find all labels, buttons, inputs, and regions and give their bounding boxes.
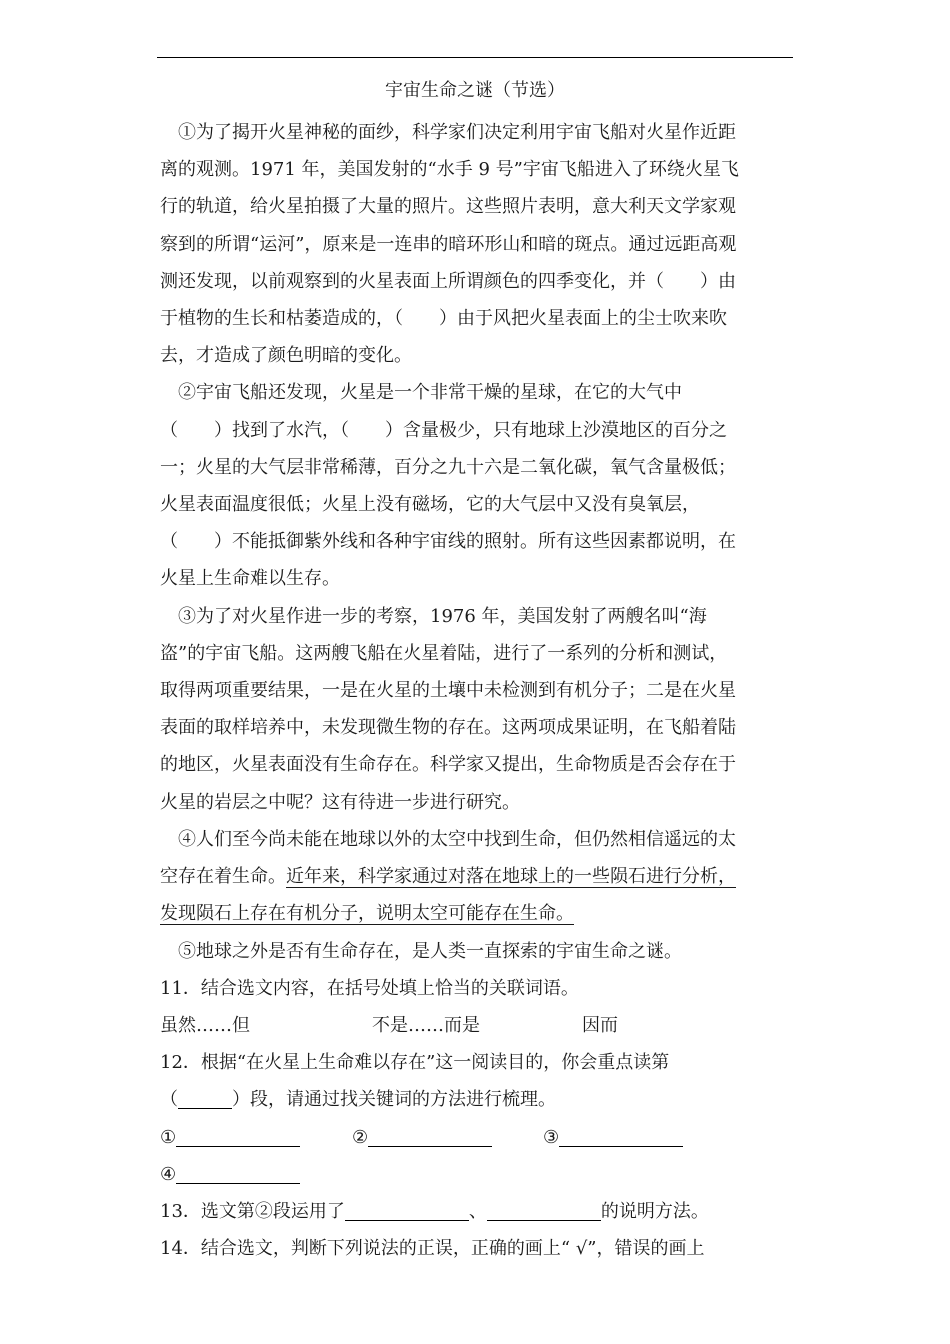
q12-answer-blank-3[interactable] <box>559 1128 683 1147</box>
q11-option-3: 因而 <box>582 1015 618 1036</box>
p1-line-5: 测还发现，以前观察到的火星表面上所谓颜色的四季变化，并（ ）由 <box>160 271 736 292</box>
q13-line <box>160 1201 709 1223</box>
p1-line-2: 离的观测。1971 年，美国发射的“水手 9 号”宇宙飞船进入了环绕火星飞 <box>160 159 739 180</box>
p3-line-2: 盗”的宇宙飞船。这两艘飞船在火星着陆，进行了一系列的分析和测试， <box>160 643 728 664</box>
q12-marker-1: ① <box>160 1127 177 1148</box>
q13-separator: 、 <box>468 1201 487 1222</box>
q12-line-2-rest: ）段，请通过找关键词的方法进行梳理。 <box>232 1089 556 1110</box>
q12-answer-1 <box>160 1127 300 1149</box>
q13-blank-2[interactable] <box>487 1202 601 1221</box>
q13-blank-1[interactable] <box>345 1202 469 1221</box>
p3-line-4: 表面的取样培养中，未发现微生物的存在。这两项成果证明，在飞船着陆 <box>160 717 736 738</box>
p1-line-3: 行的轨道，给火星拍摄了大量的照片。这些照片表明，意大利天文学家观 <box>160 196 736 217</box>
q12-marker-3: ③ <box>543 1127 560 1148</box>
p3-line-3: 取得两项重要结果，一是在火星的土壤中未检测到有机分子；二是在火星 <box>160 680 736 701</box>
p3-line-5: 的地区，火星表面没有生命存在。科学家又提出，生命物质是否会存在于 <box>160 754 736 775</box>
q12-open-paren: （ <box>160 1089 178 1110</box>
p5-line: ⑤地球之外是否有生命存在，是人类一直探索的宇宙生命之谜。 <box>178 941 682 962</box>
p2-line-3: 一；火星的大气层非常稀薄，百分之九十六是二氧化碳，氧气含量极低； <box>160 457 736 478</box>
p3-line-1: ③为了对火星作进一步的考察，1976 年，美国发射了两艘名叫“海 <box>178 606 707 627</box>
p2-line-4: 火星表面温度很低；火星上没有磁场，它的大气层中又没有臭氧层， <box>160 494 700 515</box>
p4-line-2 <box>160 866 736 888</box>
p1-line-4: 察到的所谓“运河”，原来是一连串的暗环形山和暗的斑点。通过远距高观 <box>160 234 737 255</box>
q11-option-1: 虽然……但 <box>160 1015 250 1036</box>
p1-line-7: 去，才造成了颜色明暗的变化。 <box>160 345 412 366</box>
q12-answer-blank-1[interactable] <box>176 1128 300 1147</box>
p4-underlined-sentence-part-1: 近年来，科学家通过对落在地球上的一些陨石进行分析， <box>286 866 736 887</box>
q12-marker-4: ④ <box>160 1164 177 1185</box>
q13-suffix: 的说明方法。 <box>600 1201 709 1222</box>
p2-line-1: ②宇宙飞船还发现，火星是一个非常干燥的星球，在它的大气中 <box>178 382 682 403</box>
passage-title: 宇宙生命之谜（节选） <box>385 80 565 101</box>
q12-answer-2 <box>352 1127 492 1149</box>
p3-line-6: 火星的岩层之中呢？这有待进一步进行研究。 <box>160 792 520 813</box>
q13-prefix: 13．选文第②段运用了 <box>160 1201 345 1222</box>
p4-line-1: ④人们至今尚未能在地球以外的太空中找到生命，但仍然相信遥远的太 <box>178 829 736 850</box>
q12-line-2 <box>160 1089 556 1111</box>
q11-option-2: 不是……而是 <box>372 1015 480 1036</box>
header-rule <box>157 57 793 58</box>
p2-line-6: 火星上生命难以生存。 <box>160 568 340 589</box>
p2-line-2: （ ）找到了水汽，（ ）含量极少，只有地球上沙漠地区的百分之 <box>160 420 727 441</box>
p2-line-5: （ ）不能抵御紫外线和各种宇宙线的照射。所有这些因素都说明，在 <box>160 531 736 552</box>
q12-answer-blank-4[interactable] <box>176 1165 300 1184</box>
p1-line-6: 于植物的生长和枯萎造成的，（ ）由于风把火星表面上的尘士吹来吹 <box>160 308 727 329</box>
q12-paragraph-blank[interactable] <box>178 1090 232 1109</box>
p4-underlined-sentence-part-2: 发现陨石上存在有机分子，说明太空可能存在生命。 <box>160 903 574 924</box>
q12-answer-4 <box>160 1164 300 1186</box>
p1-line-1: ①为了揭开火星神秘的面纱，科学家们决定利用宇宙飞船对火星作近距 <box>178 122 736 143</box>
q12-marker-2: ② <box>352 1127 369 1148</box>
q12-answer-3 <box>543 1127 683 1149</box>
q12-line-1: 12．根据“在火星上生命难以存在”这一阅读目的，你会重点读第 <box>160 1052 670 1073</box>
q11-prompt: 11．结合选文内容，在括号处填上恰当的关联词语。 <box>160 978 579 999</box>
p4-line-2-plain: 空存在着生命。 <box>160 866 286 887</box>
q12-answer-blank-2[interactable] <box>368 1128 492 1147</box>
q14-prompt: 14．结合选文，判断下列说法的正误，正确的画上“ √”，错误的画上 <box>160 1238 705 1259</box>
